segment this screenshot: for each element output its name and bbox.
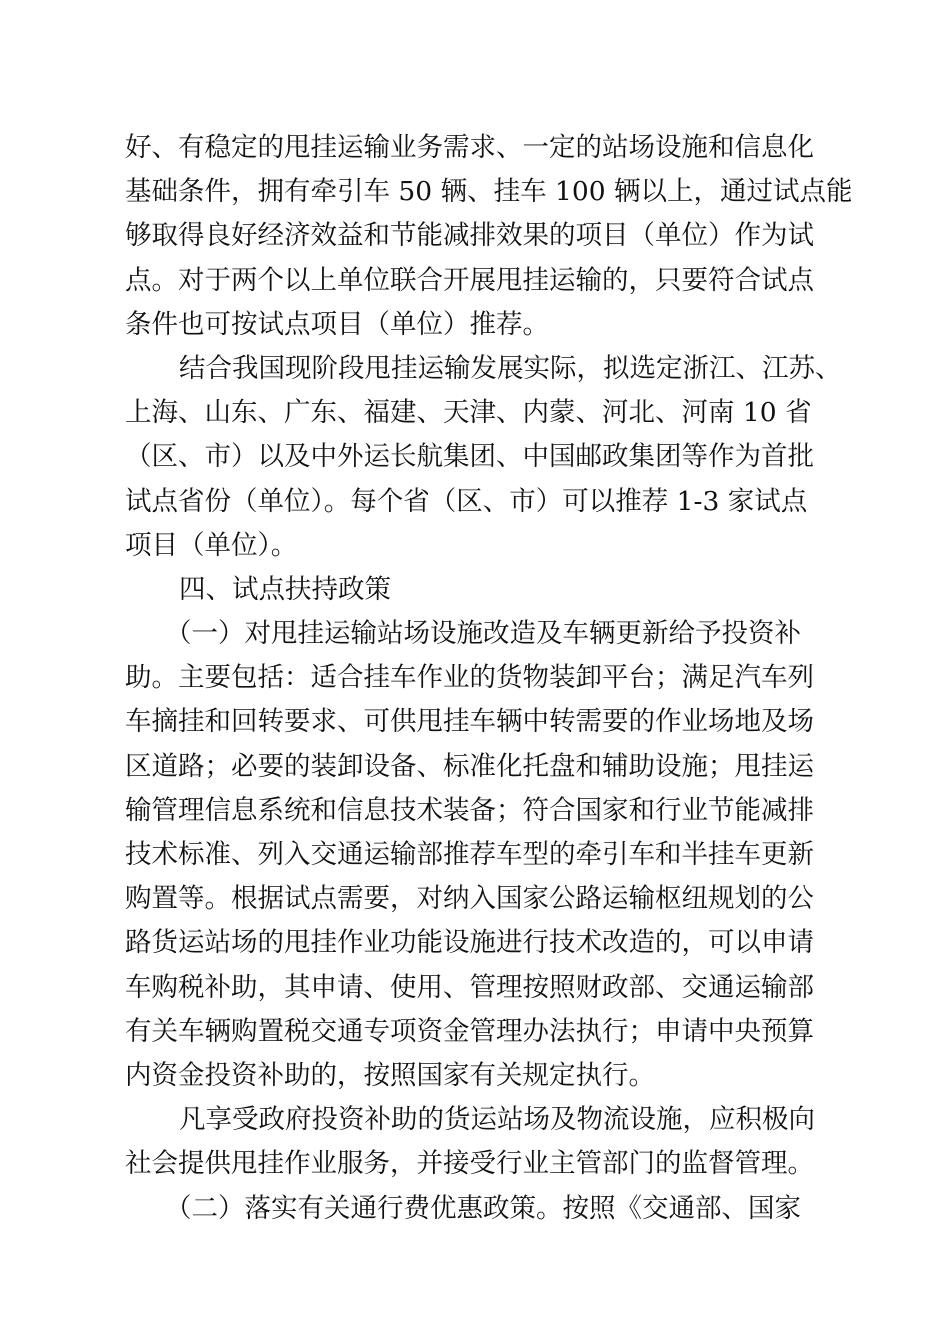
- text-line: 购置等。根据试点需要，对纳入国家公路运输枢纽规划的公: [125, 883, 814, 915]
- text-line: 试点省份（单位）。每个省（区、市）可以推荐 1-3 家试点: [125, 485, 808, 517]
- text-line: 路货运站场的甩挂作业功能设施进行技术改造的，可以申请: [125, 927, 814, 959]
- text-line: 技术标准、列入交通运输部推荐车型的牵引车和半挂车更新: [125, 839, 814, 870]
- text-line: 有关车辆购置税交通专项资金管理办法执行；申请中央预算: [125, 1015, 814, 1047]
- text-line: 输管理信息系统和信息技术装备；符合国家和行业节能减排: [125, 794, 814, 826]
- text-line: 助。主要包括：适合挂车作业的货物装卸平台；满足汽车列: [125, 662, 814, 694]
- section-heading: 四、试点扶持政策: [179, 573, 391, 605]
- text-line: 社会提供甩挂作业服务，并接受行业主管部门的监督管理。: [125, 1148, 814, 1180]
- text-line: 条件也可按试点项目（单位）推荐。: [125, 308, 549, 340]
- text-line: （区、市）以及中外运长航集团、中国邮政集团等作为首批: [125, 441, 814, 473]
- text-line: 好、有稳定的甩挂运输业务需求、一定的站场设施和信息化: [125, 132, 814, 163]
- text-line: 内资金投资补助的，按照国家有关规定执行。: [125, 1059, 655, 1091]
- paragraph-start-line: （一）对甩挂运输站场设施改造及车辆更新给予投资补: [165, 618, 801, 650]
- text-line: 上海、山东、广东、福建、天津、内蒙、河北、河南 10 省: [125, 397, 812, 429]
- text-line: 项目（单位）。: [125, 529, 298, 561]
- text-line: 区道路；必要的装卸设备、标准化托盘和辅助设施；甩挂运: [125, 750, 814, 782]
- document-body: [125, 126, 853, 1231]
- text-line: 够取得良好经济效益和节能减排效果的项目（单位）作为试: [125, 220, 814, 252]
- text-line: 车摘挂和回转要求、可供甩挂车辆中转需要的作业场地及场: [125, 706, 814, 738]
- text-line: 车购税补助，其申请、使用、管理按照财政部、交通运输部: [125, 971, 814, 1003]
- text-line: 基础条件，拥有牵引车 50 辆、挂车 100 辆以上，通过试点能: [125, 176, 853, 208]
- paragraph-start-line: 结合我国现阶段甩挂运输发展实际，拟选定浙江、江苏、: [179, 352, 842, 384]
- paragraph-start-line: （二）落实有关通行费优惠政策。按照《交通部、国家: [165, 1192, 801, 1224]
- text-line: 点。对于两个以上单位联合开展甩挂运输的，只要符合试点: [125, 264, 814, 296]
- paragraph-start-line: 凡享受政府投资补助的货运站场及物流设施，应积极向: [179, 1104, 815, 1136]
